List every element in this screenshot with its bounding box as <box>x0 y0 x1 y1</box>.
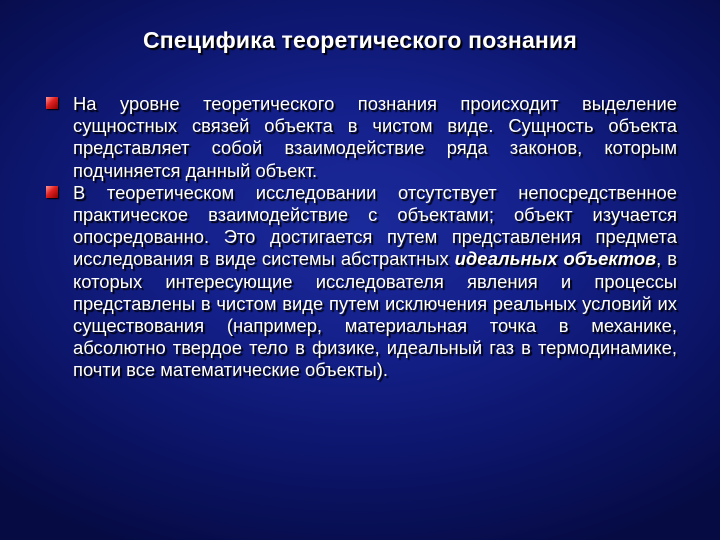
bullet-marker-icon <box>46 97 58 109</box>
slide-title: Специфика теоретического познания <box>143 27 577 53</box>
bullet-emphasis: идеальных объектов <box>454 248 657 270</box>
bullet-list <box>46 93 677 382</box>
bullet-item <box>46 182 677 382</box>
bullet-text-before: В теоретическом исследовании отсутствует непосредственное практическое взаимодействие с объектами; объект изучается опосредованно. Это достигается путем представления предмета исследования в виде системы абстрактных <box>73 181 677 270</box>
bullet-item <box>46 93 677 182</box>
bullet-text-after: , в которых интересующие исследователя явления и процессы представлены в чистом виде путем исключения реальных условий их существования (например, материальная точка в механике, абсолютно твердое тело в физике, идеальный газ в термодинамике, почти все математические объекты). <box>73 248 677 381</box>
bullet-marker-icon <box>46 186 58 198</box>
bullet-text: На уровне теоретического познания происходит выделение сущностных связей объекта в чистом виде. Сущность объекта представляет собой взаимодействие ряда законов, которым подчиняется данный объект. <box>73 93 677 181</box>
